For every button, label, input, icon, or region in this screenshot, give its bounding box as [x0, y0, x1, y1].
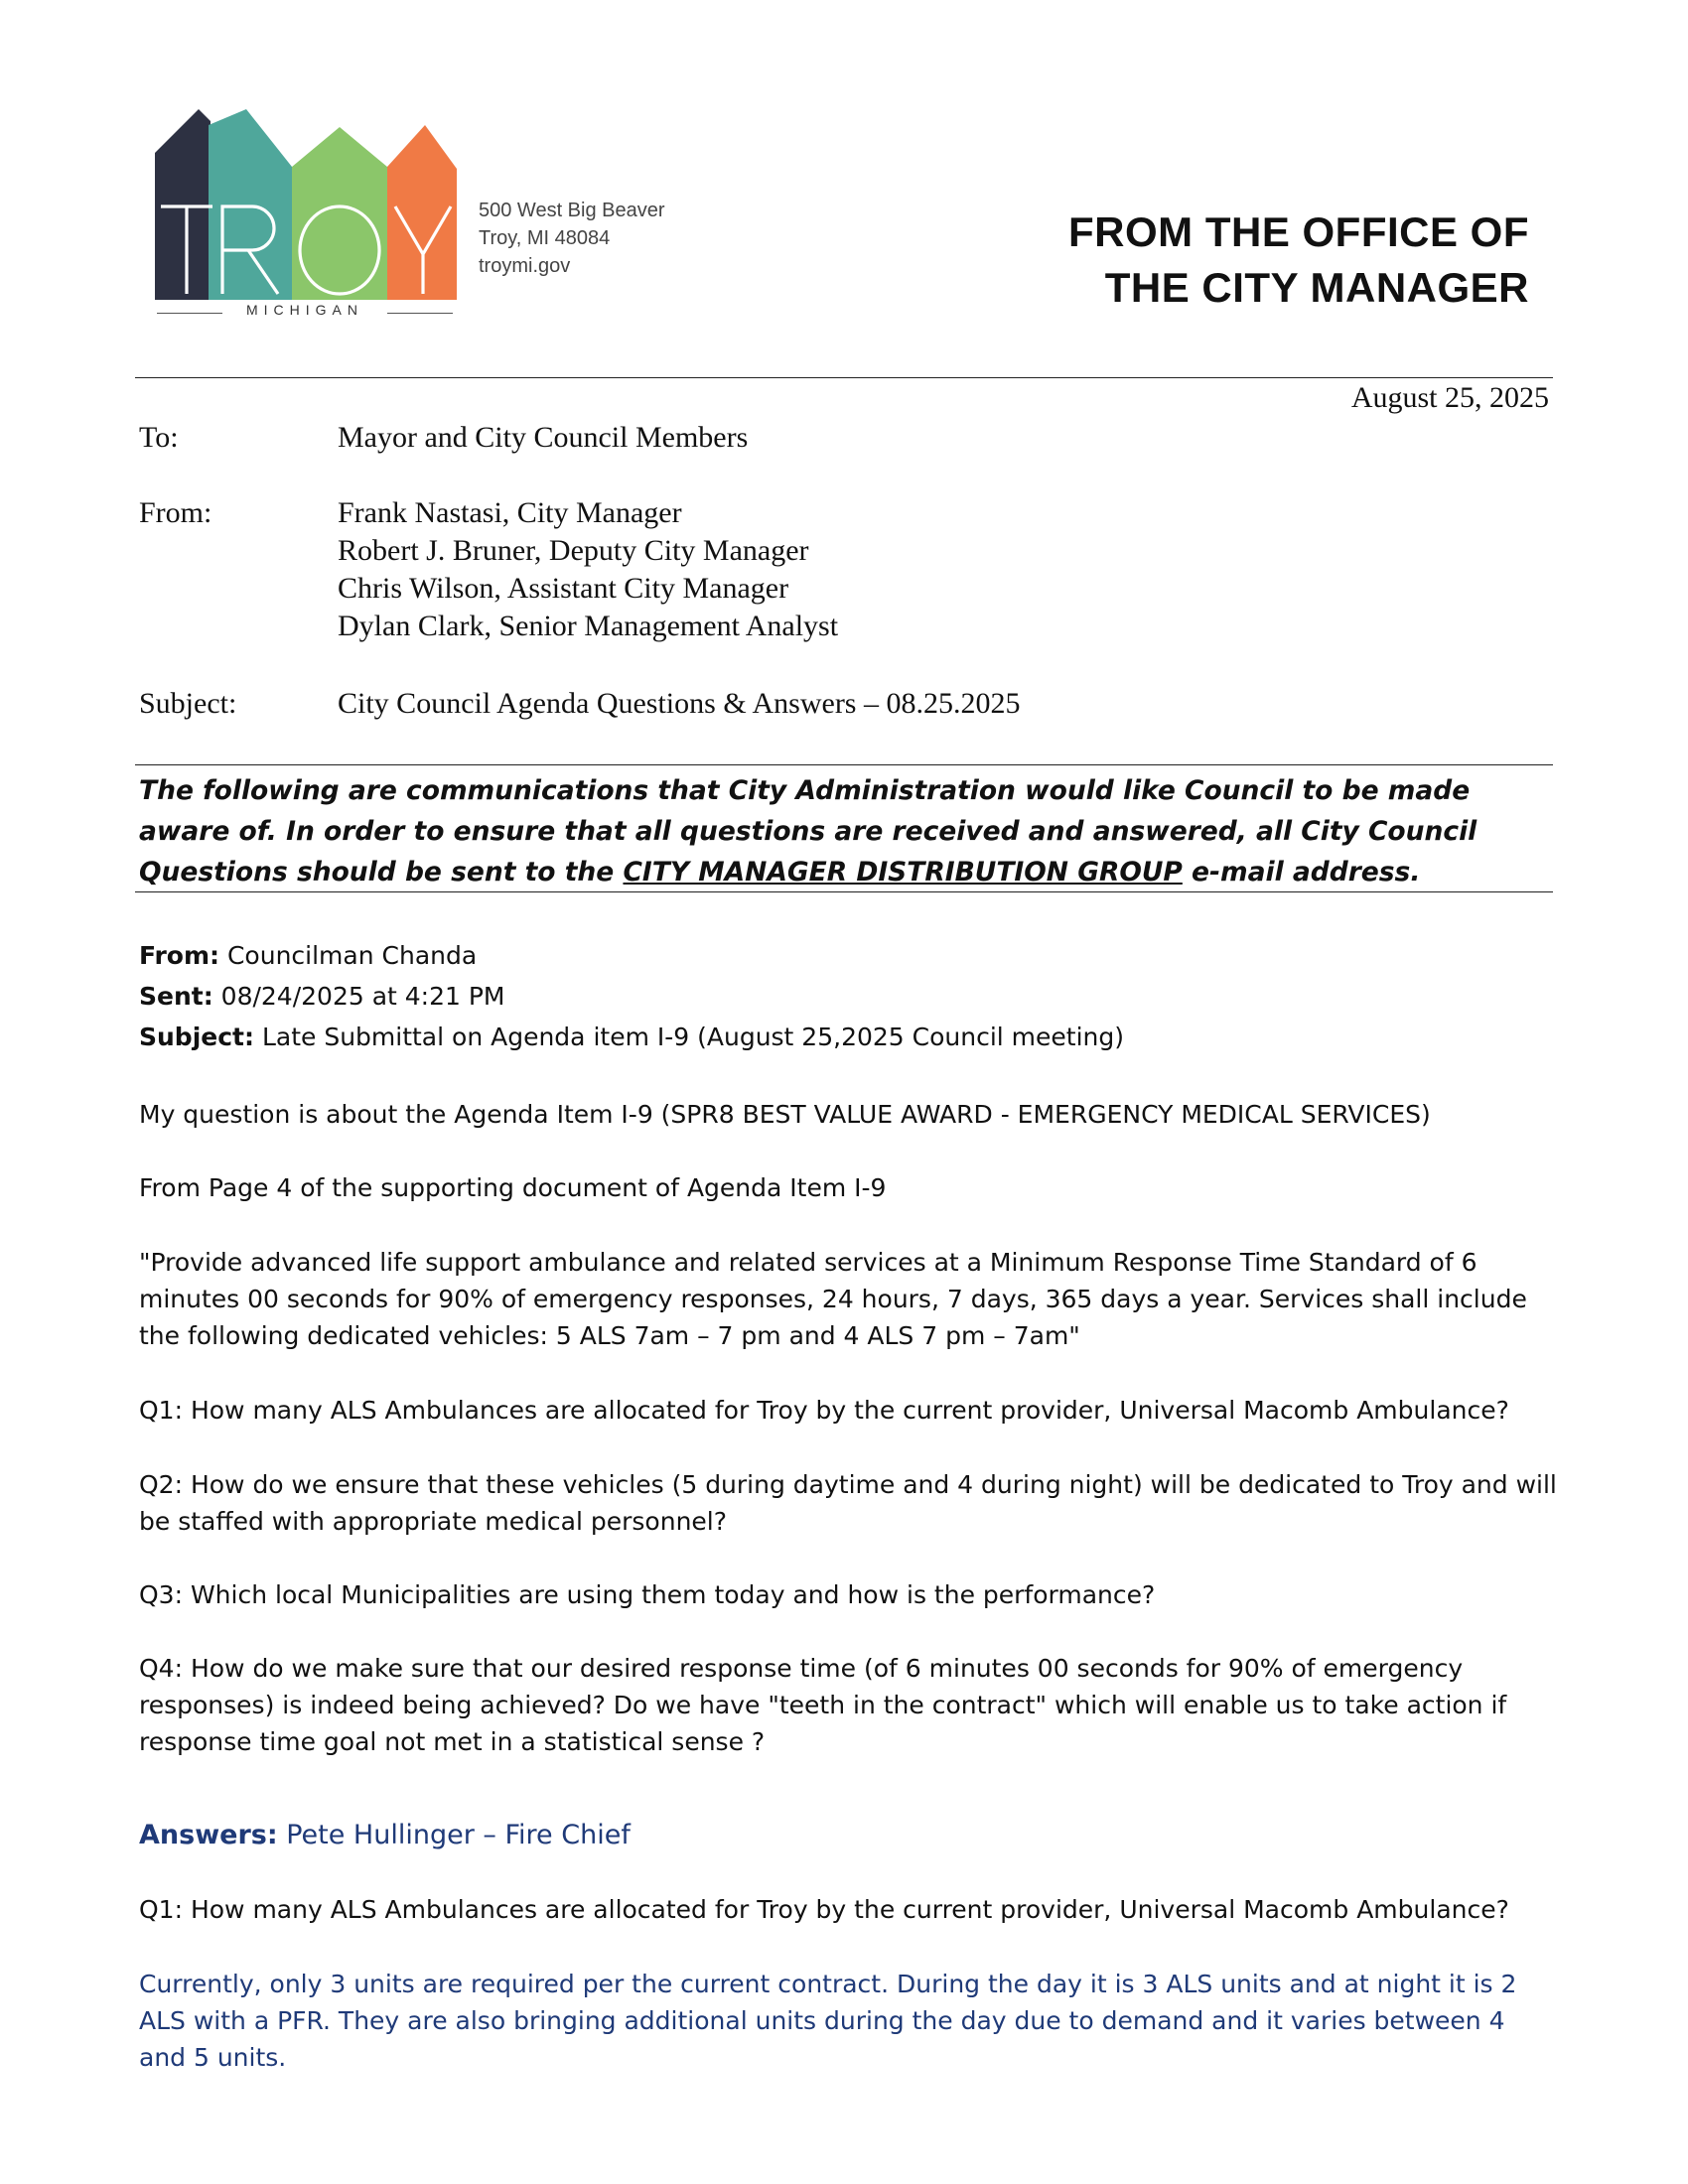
troy-logo [151, 107, 469, 326]
from-value-1: Frank Nastasi, City Manager [338, 496, 682, 529]
from-value-2: Robert J. Bruner, Deputy City Manager [338, 534, 809, 567]
email-sent-value: 08/24/2025 at 4:21 PM [212, 982, 505, 1011]
troy-logo-graphic [151, 107, 469, 306]
distribution-group-link[interactable]: CITY MANAGER DISTRIBUTION GROUP [623, 857, 1183, 887]
from-value-4: Dylan Clark, Senior Management Analyst [338, 610, 839, 642]
notice-text [139, 770, 1549, 892]
notice-top-divider [135, 764, 1553, 765]
email-sent-line [139, 978, 1559, 1015]
from-label: From: [139, 496, 212, 529]
answers-label: Answers: [139, 1820, 278, 1850]
logo-michigan: MICHIGAN [151, 302, 459, 322]
office-title [1068, 205, 1529, 316]
email-subject-label: Subject: [139, 1023, 254, 1051]
question-4: Q4: How do we make sure that our desired response time (of 6 minutes 00 seconds for 90% of emergency responses) is indeed being achieved? Do we have "teeth in the contract" which will enable us to take action if response time goal not met in a statistical sense ? [139, 1654, 1507, 1756]
address-website: troymi.gov [479, 255, 571, 277]
answer-question-1: Q1: How many ALS Ambulances are allocated for Troy by the current provider, Universal Macomb Ambulance? [139, 1895, 1509, 1924]
office-title-line1: FROM THE OFFICE OF [1068, 208, 1529, 255]
header-divider [135, 377, 1553, 378]
notice-text-before: The following are communications that City Administration would like Council to be made aware of. In order to ensure that all questions are received and answered, all City Council Questions should be sent to the [139, 775, 1477, 887]
email-intro: My question is about the Agenda Item I-9 (SPR8 BEST VALUE AWARD - EMERGENCY MEDICAL SERVICES) [139, 1100, 1431, 1129]
email-subject-value: Late Submittal on Agenda item I-9 (August 25,2025 Council meeting) [254, 1023, 1124, 1051]
answers-header [139, 1817, 1559, 1853]
address-street: 500 West Big Beaver [479, 200, 665, 221]
to-value: Mayor and City Council Members [338, 421, 749, 454]
answer-1: Currently, only 3 units are required per the current contract. During the day it is 3 ALS units and at night it is 2 ALS with a PFR. They are also bringing additional units during the day due to demand and it varies between 4 and 5 units. [139, 1970, 1517, 2072]
logo-house-navy [155, 109, 211, 300]
address-city: Troy, MI 48084 [479, 227, 611, 249]
email-quote: "Provide advanced life support ambulance and related services at a Minimum Response Time Standard of 6 minutes 00 seconds for 90% of emergency responses, 24 hours, 7 days, 365 days a year. Services shall include the following dedicated vehicles: 5 ALS 7am – 7 pm and 4 ALS 7 pm – 7am" [139, 1248, 1527, 1350]
email-sent-label: Sent: [139, 982, 213, 1011]
from-value-3: Chris Wilson, Assistant City Manager [338, 572, 789, 605]
subject-value: City Council Agenda Questions & Answers – 08.25.2025 [338, 687, 1021, 720]
email-subject-line [139, 1019, 1559, 1055]
question-2: Q2: How do we ensure that these vehicles (5 during daytime and 4 during night) will be dedicated to Troy and will be staffed with appropriate medical personnel? [139, 1470, 1557, 1536]
subject-label: Subject: [139, 687, 237, 720]
question-1: Q1: How many ALS Ambulances are allocated for Troy by the current provider, Universal Macomb Ambulance? [139, 1396, 1509, 1425]
question-3: Q3: Which local Municipalities are using them today and how is the performance? [139, 1580, 1156, 1609]
email-from-label: From: [139, 941, 220, 970]
memo-date: August 25, 2025 [1350, 381, 1549, 414]
notice-bottom-divider [135, 891, 1553, 892]
email-from-line [139, 937, 1559, 974]
to-label: To: [139, 421, 179, 454]
email-from-value: Councilman Chanda [219, 941, 478, 970]
office-title-line2: THE CITY MANAGER [1104, 264, 1529, 311]
notice-text-after: e-mail address. [1182, 857, 1421, 887]
city-address [479, 197, 737, 280]
email-source: From Page 4 of the supporting document of Agenda Item I-9 [139, 1173, 887, 1202]
answers-responder: Pete Hullinger – Fire Chief [277, 1820, 631, 1850]
